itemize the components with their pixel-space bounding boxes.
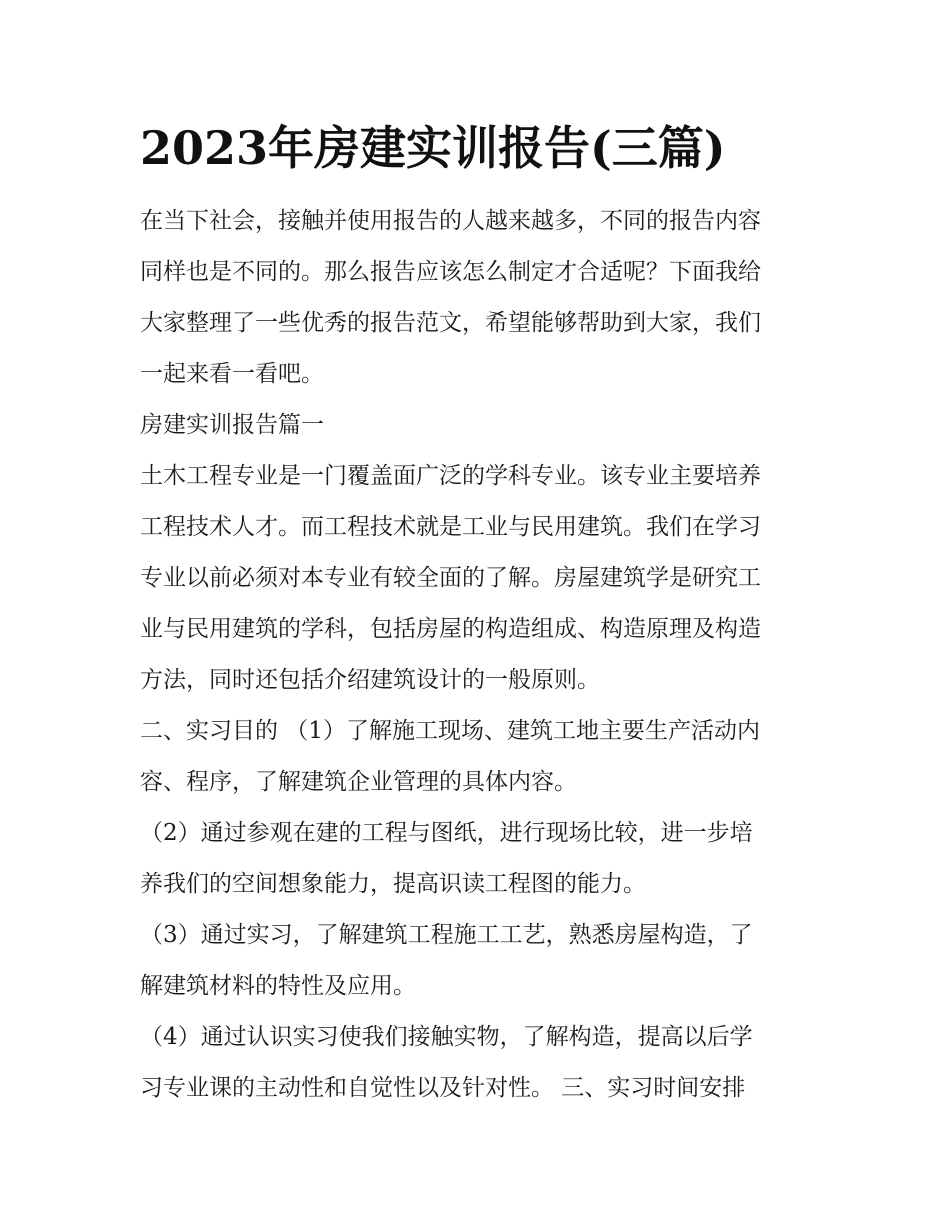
purpose-line-3: （2）通过参观在建的工程与图纸，进行现场比较，进一步培 bbox=[140, 820, 753, 846]
purpose-line-6: 解建筑材料的特性及应用。 bbox=[140, 973, 416, 999]
intro-line-3: 大家整理了一些优秀的报告范文，希望能够帮助到大家，我们 bbox=[140, 310, 761, 336]
purpose-line-5: （3）通过实习，了解建筑工程施工工艺，熟悉房屋构造，了 bbox=[140, 922, 753, 948]
intro-line-4: 一起来看一看吧。 bbox=[140, 361, 324, 387]
purpose-line-2: 容、程序，了解建筑企业管理的具体内容。 bbox=[140, 769, 577, 795]
body-line-2: 工程技术人才。而工程技术就是工业与民用建筑。我们在学习 bbox=[140, 514, 761, 540]
section-heading-1: 房建实训报告篇一 bbox=[140, 412, 324, 438]
body-line-1: 土木工程专业是一门覆盖面广泛的学科专业。该专业主要培养 bbox=[140, 463, 761, 489]
intro-line-2: 同样也是不同的。那么报告应该怎么制定才合适呢？下面我给 bbox=[140, 259, 761, 285]
intro-line-1: 在当下社会，接触并使用报告的人越来越多，不同的报告内容 bbox=[140, 208, 761, 234]
body-line-4: 业与民用建筑的学科，包括房屋的构造组成、构造原理及构造 bbox=[140, 616, 761, 642]
purpose-line-1: 二、实习目的 （1）了解施工现场、建筑工地主要生产活动内 bbox=[140, 718, 760, 744]
purpose-line-4: 养我们的空间想象能力，提高识读工程图的能力。 bbox=[140, 871, 646, 897]
purpose-line-7: （4）通过认识实习使我们接触实物，了解构造，提高以后学 bbox=[140, 1024, 753, 1050]
body-line-3: 专业以前必须对本专业有较全面的了解。房屋建筑学是研究工 bbox=[140, 565, 761, 591]
document-title: 2023年房建实训报告(三篇) bbox=[140, 121, 726, 175]
purpose-line-8: 习专业课的主动性和自觉性以及针对性。 三、实习时间安排 bbox=[140, 1075, 746, 1101]
body-line-5: 方法，同时还包括介绍建筑设计的一般原则。 bbox=[140, 667, 600, 693]
